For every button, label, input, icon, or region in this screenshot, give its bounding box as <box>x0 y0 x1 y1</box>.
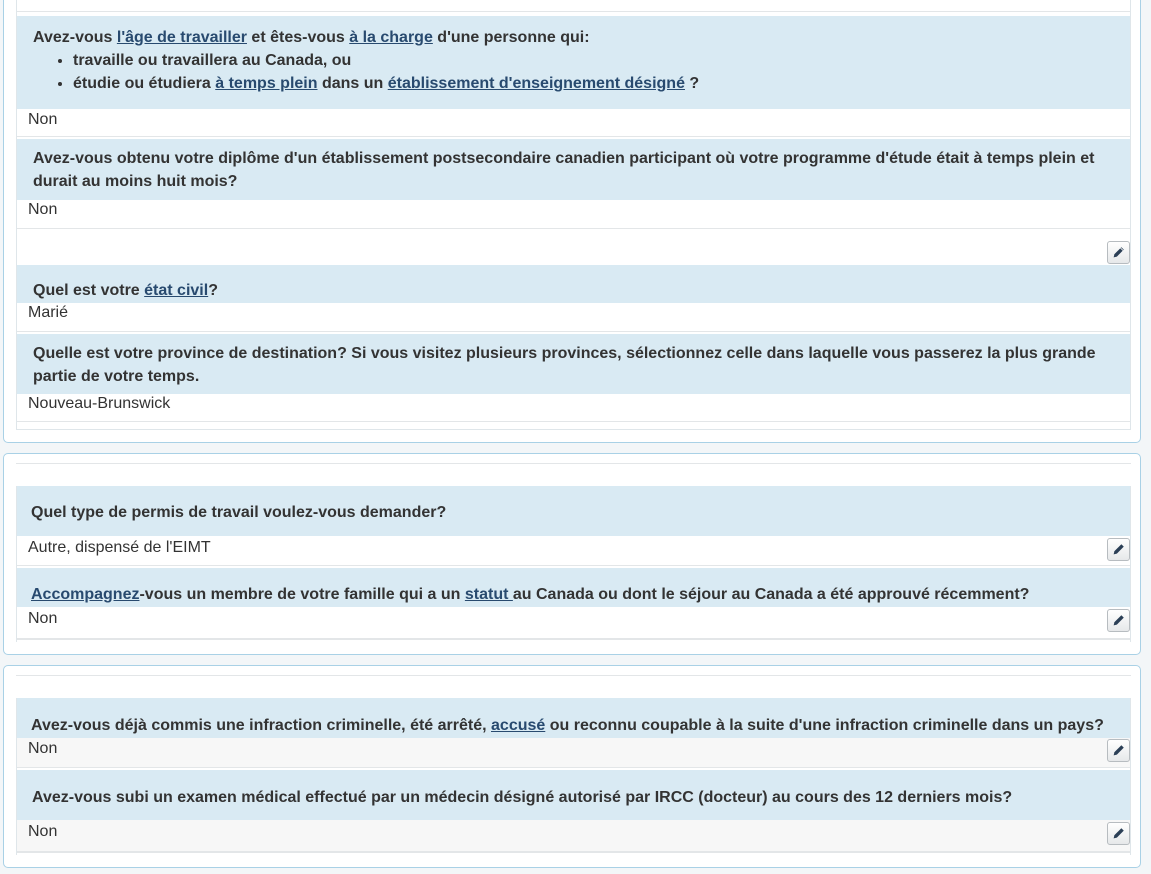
section-panel-eligibility <box>3 0 1141 443</box>
question-text: Avez-vous déjà commis une infraction criminelle, été arrêté, <box>31 717 492 734</box>
question-text: ou reconnu coupable à la suite d'une infraction criminelle dans un pays? <box>545 717 1104 734</box>
question-diploma: Avez-vous obtenu votre diplôme d'un établissement postsecondaire canadien participant où votre programme d'étude était à temps plein et durait au moins huit mois? <box>17 139 1130 200</box>
answer-criminal: Non <box>17 738 1130 768</box>
question-permit-type: Quel type de permis de travail voulez-vous demander? <box>17 486 1130 536</box>
link-civil-status[interactable]: état civil <box>144 282 209 299</box>
divider <box>17 11 1130 12</box>
question-civil-status <box>17 265 1130 303</box>
answer-province: Nouveau-Brunswick <box>17 394 1130 422</box>
question-text: d'une personne qui: <box>432 29 590 46</box>
pencil-icon[interactable] <box>1107 241 1130 264</box>
link-status[interactable]: statut <box>464 586 513 603</box>
answer-civil-status: Marié <box>17 303 1130 332</box>
bullet-text: étudie ou étudiera <box>73 75 216 92</box>
bullet-text: ? <box>684 75 700 92</box>
section-inner <box>16 698 1131 855</box>
edit-row <box>17 229 1130 265</box>
link-working-age[interactable]: l'âge de travailler <box>116 29 247 46</box>
pencil-icon[interactable] <box>1107 822 1130 845</box>
question-criminal <box>17 698 1130 738</box>
question-medical: Avez-vous subi un examen médical effectué par un médecin désigné autorisé par IRCC (docteur) au cours des 12 derniers mois? <box>17 770 1130 820</box>
answer-medical: Non <box>17 820 1130 853</box>
pencil-icon[interactable] <box>1107 538 1130 561</box>
section-inner <box>16 486 1131 642</box>
answer-diploma: Non <box>17 200 1130 229</box>
answer-permit-type: Autre, dispensé de l'EIMT <box>17 536 1130 566</box>
section-panel-background <box>3 665 1141 868</box>
answer-accompany: Non <box>17 607 1130 640</box>
bullet-item <box>73 72 1112 95</box>
pencil-icon[interactable] <box>1107 609 1130 632</box>
question-bullets <box>33 49 1112 95</box>
link-designated-institution[interactable]: établissement d'enseignement désigné <box>387 75 685 92</box>
question-text: Quel est votre <box>33 282 145 299</box>
question-text: au Canada ou dont le séjour au Canada a été approuvé récemment? <box>512 586 1030 603</box>
answer-dependent: Non <box>17 109 1130 137</box>
question-text: Avez-vous <box>33 29 117 46</box>
question-text: ? <box>208 282 218 299</box>
bullet-text: dans un <box>317 75 388 92</box>
link-full-time[interactable]: à temps plein <box>215 75 318 92</box>
pencil-icon[interactable] <box>1107 739 1130 762</box>
section-panel-permit <box>3 453 1141 655</box>
bullet-item: • travaille ou travaillera au Canada, ou <box>73 49 1112 72</box>
link-accompany[interactable]: Accompagnez <box>31 586 140 603</box>
divider <box>16 463 1131 464</box>
section-inner <box>16 0 1131 430</box>
link-accused[interactable]: accusé <box>491 717 546 734</box>
link-dependent[interactable]: à la charge <box>349 29 433 46</box>
divider <box>16 675 1131 676</box>
question-text: et êtes-vous <box>246 29 350 46</box>
question-accompany <box>17 568 1130 607</box>
question-dependent <box>17 16 1130 109</box>
question-province: Quelle est votre province de destination? Si vous visitez plusieurs provinces, sélectionnez celle dans laquelle vous passerez la plus grande partie de votre temps. <box>17 334 1130 394</box>
question-text: -vous un membre de votre famille qui a un <box>139 586 465 603</box>
